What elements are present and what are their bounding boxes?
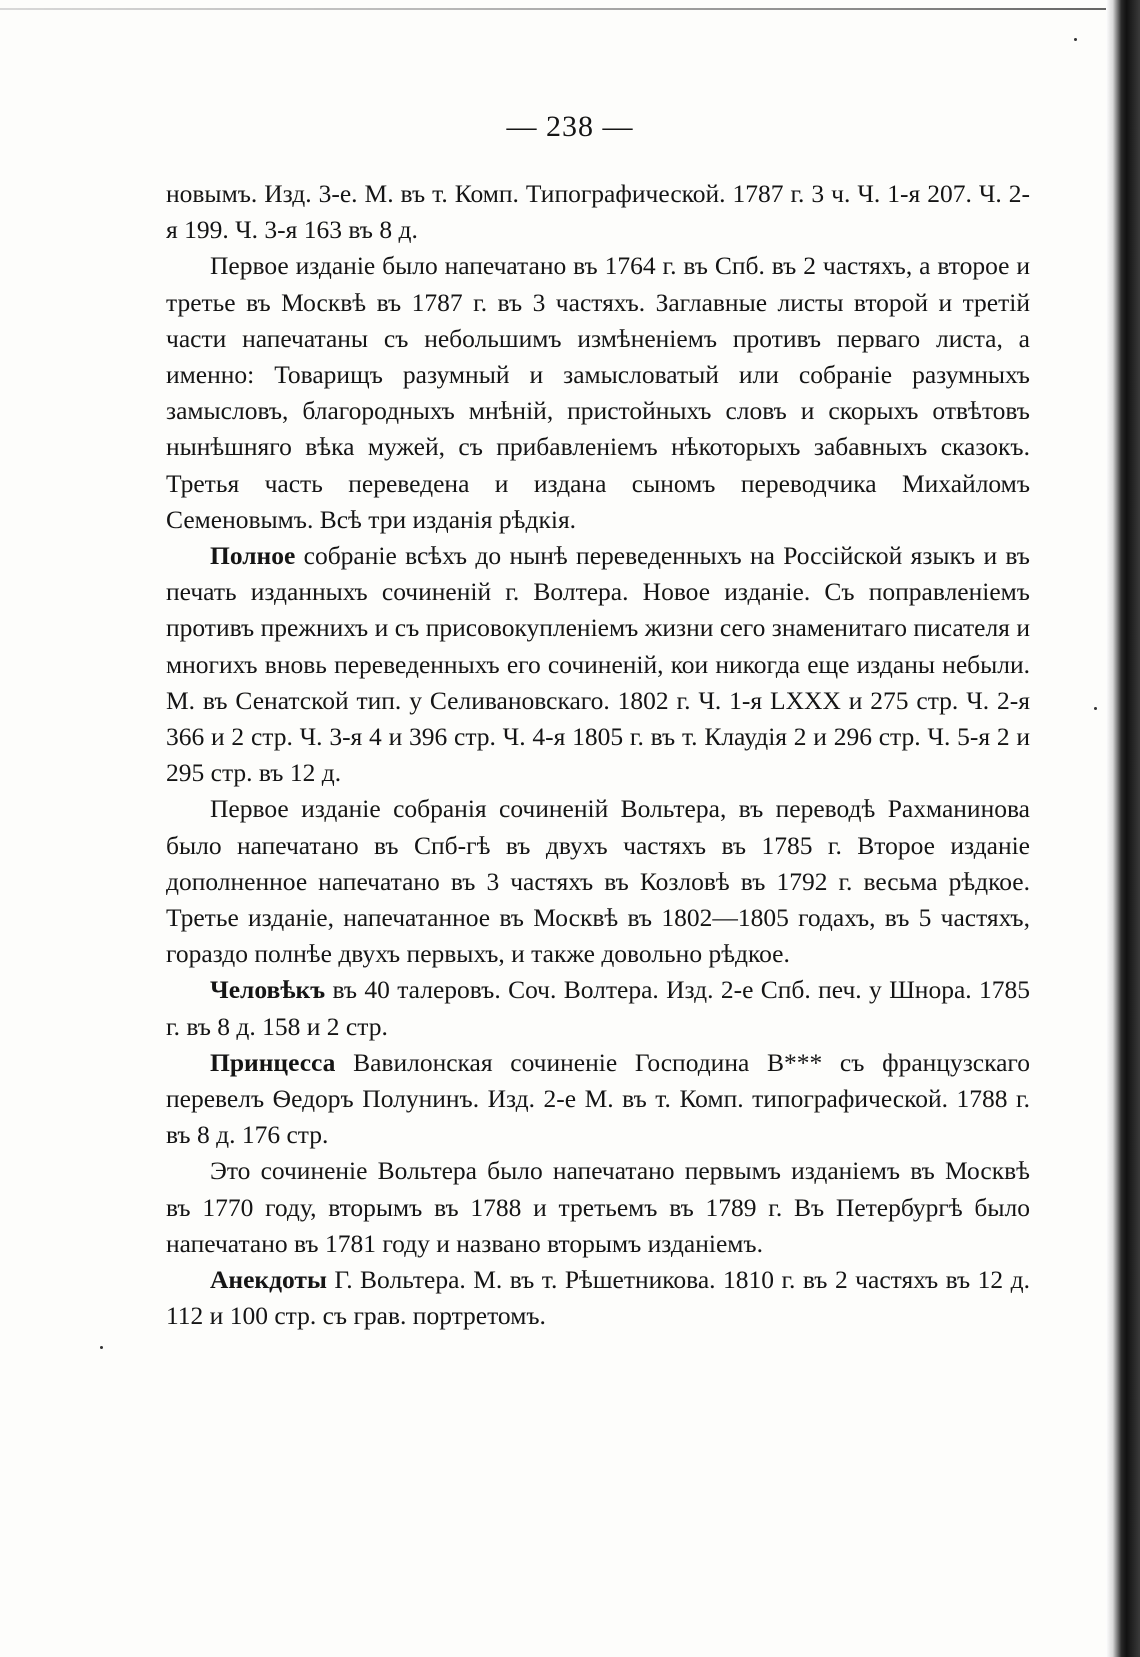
paragraph-lead: Принцесса [210, 1047, 336, 1077]
paragraph-text: Первое изданіе было напечатано въ 1764 г. въ Спб. въ 2 частяхъ, а второе и третье въ Москвѣ въ 1787 г. въ 3 частяхъ. Заглавные листы второй и третій части напечатаны съ небольшимъ измѣненіемъ противъ перваго листа, а именно: Товарищъ разумный и замысловатый или собраніе разумныхъ замысловъ, благородныхъ мнѣній, пристойныхъ словъ и скорыхъ отвѣтовъ нынѣшняго вѣка мужей, съ прибавленіемъ нѣкоторыхъ забавныхъ сказокъ. Третья часть переведена и издана сыномъ переводчика Михайломъ Семеновымъ. Всѣ три изданія рѣдкія. [166, 251, 1030, 534]
scan-speck [1094, 707, 1097, 710]
paragraph-4 [166, 791, 1030, 972]
paragraph-text: въ 40 талеровъ. Соч. Волтера. Изд. 2-е Спб. печ. у Шнора. 1785 г. въ 8 д. 158 и 2 стр. [166, 975, 1030, 1041]
paragraph-3 [166, 538, 1030, 791]
scan-speck [1074, 38, 1077, 41]
scan-top-rule [0, 8, 1110, 10]
page-number: — 238 — [506, 110, 634, 143]
paragraph-2 [166, 248, 1030, 538]
scan-speck [100, 1346, 103, 1349]
paragraph-lead: Анекдоты [210, 1265, 327, 1295]
paragraph-8 [166, 1262, 1030, 1334]
paragraph-text: Г. Вольтера. М. въ т. Рѣшетникова. 1810 г. въ 2 частяхъ въ 12 д. 112 и 100 стр. съ грав. портретомъ. [166, 1265, 1030, 1331]
paragraph-lead: Человѣкъ [210, 975, 326, 1005]
paragraph-7 [166, 1153, 1030, 1262]
paragraph-text: Это сочиненіе Вольтера было напечатано первымъ изданіемъ въ Москвѣ въ 1770 году, вторымъ въ 1788 и третьемъ въ 1789 г. Въ Петербургѣ было напечатано въ 1781 году и названо вторымъ изданіемъ. [166, 1156, 1030, 1258]
paragraph-5 [166, 972, 1030, 1044]
paragraph-text: Первое изданіе собранія сочиненій Вольтера, въ переводѣ Рахманинова было напечатано въ Спб-гѣ въ двухъ частяхъ въ 1785 г. Второе изданіе дополненное напечатано въ 3 частяхъ въ Козловѣ въ 1792 г. весьма рѣдкое. Третье изданіе, напечатанное въ Москвѣ въ 1802—1805 годахъ, въ 5 частяхъ, гораздо полнѣе двухъ первыхъ, и также довольно рѣдкое. [166, 794, 1030, 969]
paragraph-text: Вавилонская сочиненіе Господина В*** съ французскаго перевелъ Ѳедоръ Полунинъ. Изд. 2-е М. въ т. Комп. типографической. 1788 г. въ 8 д. 176 стр. [166, 1047, 1030, 1150]
paragraph-text: новымъ. Изд. 3-е. М. въ т. Комп. Типографической. 1787 г. 3 ч. Ч. 1-я 207. Ч. 2-я 199. Ч. 3-я 163 въ 8 д. [166, 179, 1030, 245]
scan-binding-edge [1106, 0, 1140, 1657]
paragraph-lead: Полное [210, 541, 296, 571]
paragraph-1 [166, 176, 1030, 248]
paragraph-6 [166, 1045, 1030, 1154]
body-text [166, 176, 1030, 1335]
paragraph-text: собраніе всѣхъ до нынѣ переведенныхъ на Россійской языкъ и въ печать изданныхъ сочиненій г. Волтера. Новое изданіе. Съ поправленіемъ противъ прежнихъ и съ присовокупленіемъ жизни сего знаменитаго писателя и многихъ вновь переведенныхъ его сочиненій, кои никогда еще изданы небыли. М. въ Сенатской тип. у Селивановскаго. 1802 г. Ч. 1-я LXXX и 275 стр. Ч. 2-я 366 и 2 стр. Ч. 3-я 4 и 396 стр. Ч. 4-я 1805 г. въ т. Клаудія 2 и 296 стр. Ч. 5-я 2 и 295 стр. въ 12 д. [166, 541, 1030, 788]
